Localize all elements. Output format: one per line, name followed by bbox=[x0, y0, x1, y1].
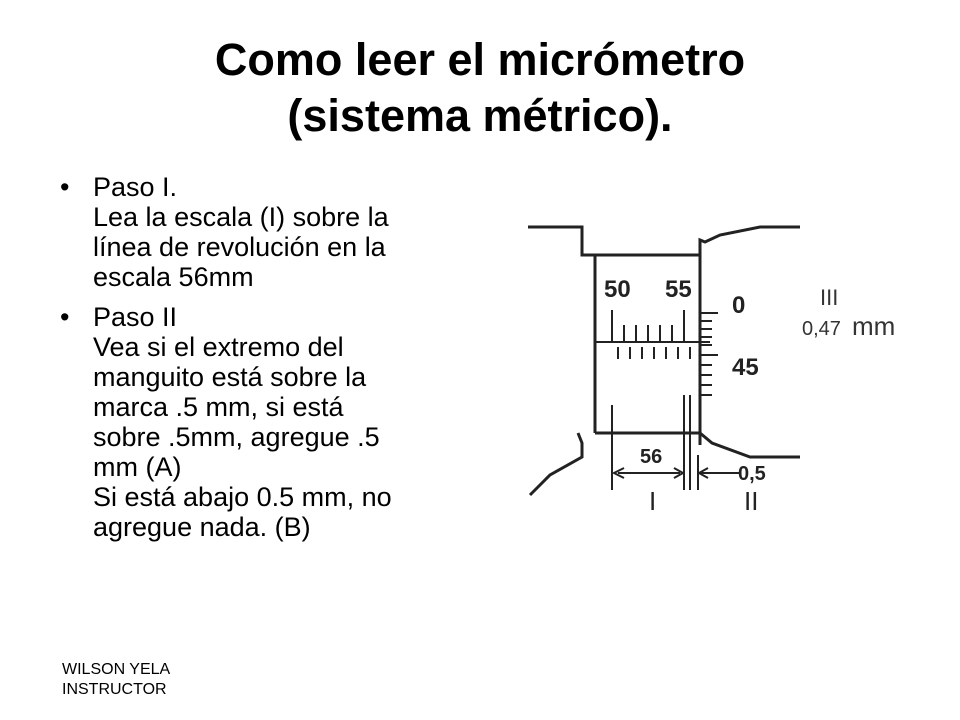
reading-unit: mm bbox=[852, 311, 896, 341]
sleeve-label-50: 50 bbox=[604, 276, 631, 303]
footer bbox=[62, 660, 170, 700]
step-2-line: sobre .5mm, agregue .5 bbox=[93, 422, 380, 452]
micrometer-diagram bbox=[500, 195, 920, 530]
step-1-line: Lea la escala (I) sobre la bbox=[93, 202, 389, 232]
step-2-line: mm (A) bbox=[93, 452, 182, 482]
title-line-2: (sistema métrico). bbox=[287, 90, 673, 141]
step-2-line: Paso II bbox=[93, 302, 178, 332]
sleeve-scale-lower bbox=[618, 347, 690, 359]
sleeve-label-55: 55 bbox=[665, 276, 692, 303]
roman-two-label: II bbox=[744, 486, 759, 516]
bullet-icon: • bbox=[60, 302, 70, 332]
reading-value: 0,47 bbox=[802, 318, 841, 340]
dimension-56-label: 56 bbox=[640, 446, 663, 468]
step-1-line: línea de revolución en la bbox=[93, 232, 386, 262]
step-2-line: manguito está sobre la bbox=[93, 362, 367, 392]
title-line-1: Como leer el micrómetro bbox=[214, 34, 746, 85]
roman-three-label: III bbox=[820, 285, 839, 310]
thimble-scale bbox=[700, 313, 718, 395]
step-2-line: agregue nada. (B) bbox=[93, 512, 311, 542]
step-1-line: Paso I. bbox=[93, 172, 178, 202]
micrometer-outline bbox=[528, 227, 800, 495]
bullet-icon: • bbox=[60, 172, 70, 202]
step-2-line: Vea si el extremo del bbox=[93, 332, 344, 362]
steps-list bbox=[60, 172, 460, 552]
step-1 bbox=[60, 172, 460, 292]
footer-role: INSTRUCTOR bbox=[62, 681, 167, 698]
step-1-line: escala 56mm bbox=[93, 262, 254, 292]
roman-one-label: I bbox=[649, 486, 657, 516]
dimension-lines bbox=[612, 395, 740, 490]
thimble-label-0: 0 bbox=[732, 292, 746, 319]
thimble-label-45: 45 bbox=[732, 354, 759, 381]
footer-name: WILSON YELA bbox=[62, 661, 171, 678]
step-2-line: Si está abajo 0.5 mm, no bbox=[93, 482, 392, 512]
step-2 bbox=[60, 302, 460, 542]
dimension-half-label: 0,5 bbox=[738, 463, 766, 485]
step-2-line: marca .5 mm, si está bbox=[93, 392, 344, 422]
slide-title bbox=[80, 32, 880, 144]
sleeve-scale-upper bbox=[612, 310, 684, 342]
